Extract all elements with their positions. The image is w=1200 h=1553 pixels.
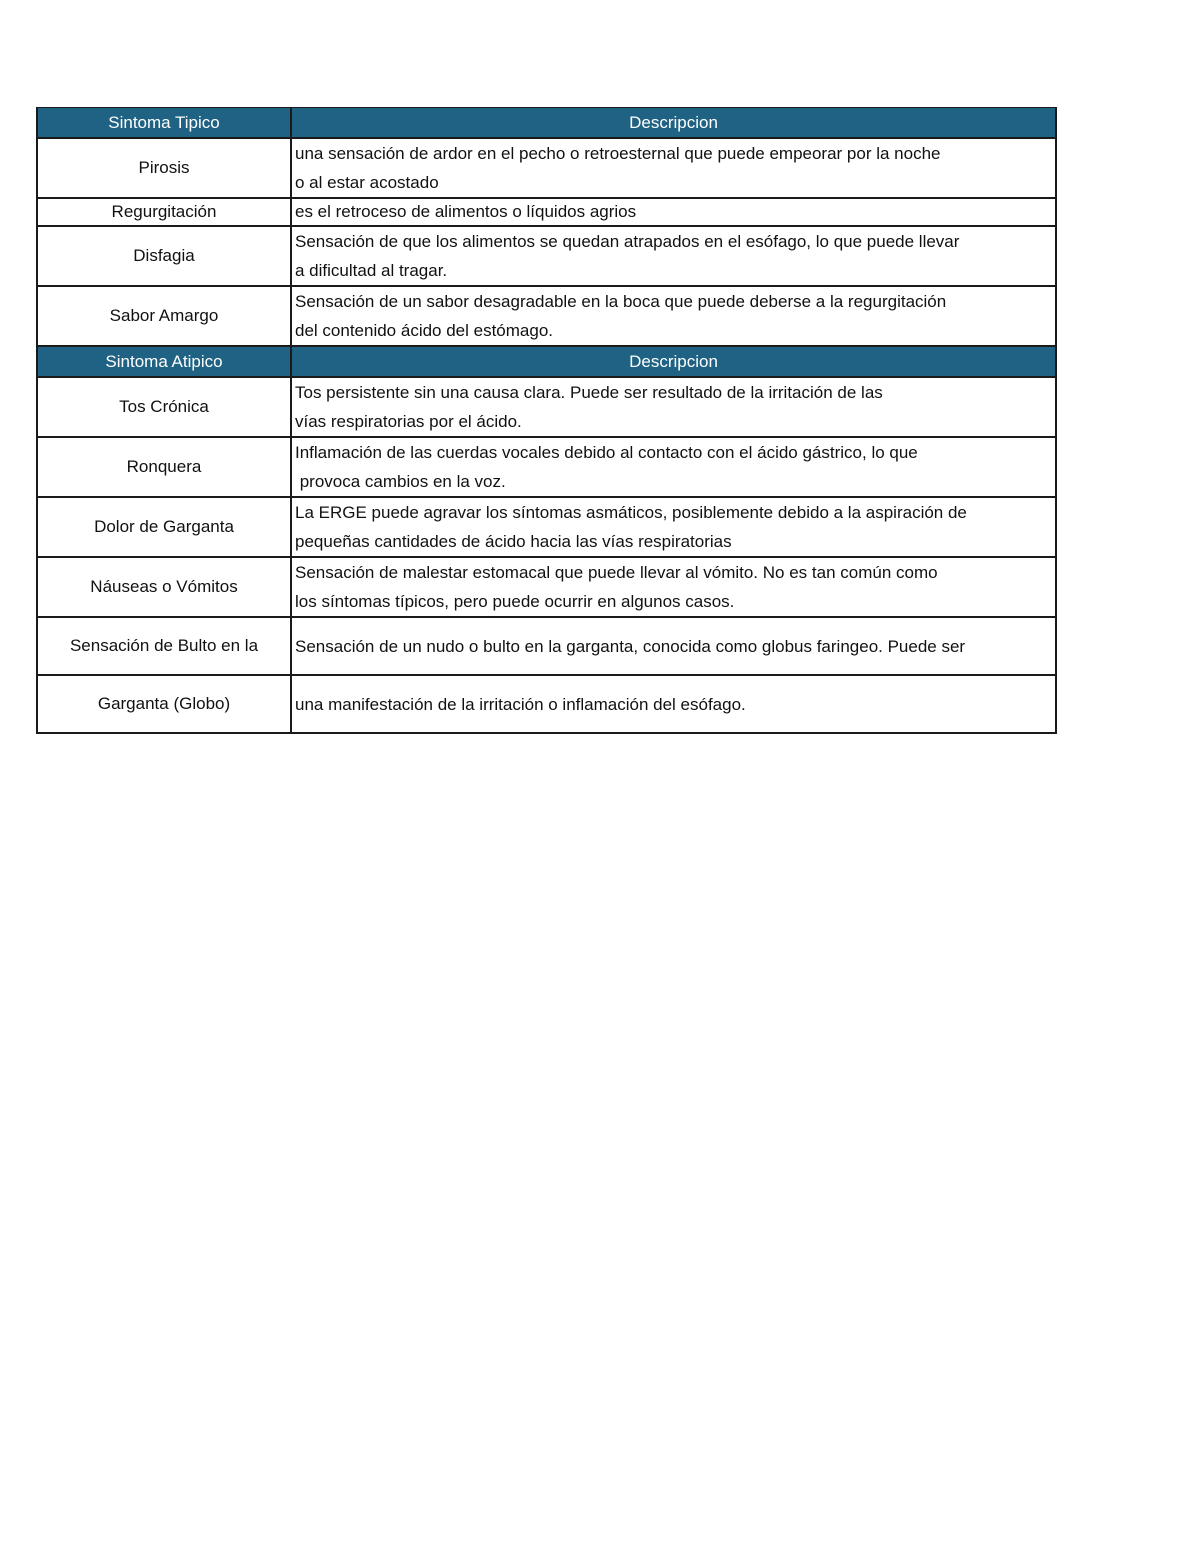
description-line: es el retroceso de alimentos o líquidos agrios (295, 202, 637, 221)
table-row (37, 497, 1056, 557)
description-line: La ERGE puede agravar los síntomas asmáticos, posiblemente debido a la aspiración de (295, 503, 967, 522)
description-cell: Sensación de un nudo o bulto en la garganta, conocida como globus faringeo. Puede ser (291, 617, 1056, 675)
symptom-cell: Tos Crónica (37, 377, 291, 437)
symptom-cell: Regurgitación (37, 198, 291, 226)
description-line: del contenido ácido del estómago. (295, 321, 554, 340)
typical-description-header: Descripcion (291, 108, 1056, 139)
description-cell (291, 138, 1056, 198)
description-cell (291, 437, 1056, 497)
typical-symptom-header: Sintoma Tipico (37, 108, 291, 139)
table-row (37, 226, 1056, 286)
description-line: Sensación de que los alimentos se quedan atrapados en el esófago, lo que puede llevar (295, 232, 960, 251)
table-row (37, 286, 1056, 346)
description-line: una sensación de ardor en el pecho o retroesternal que puede empeorar por la noche (295, 144, 941, 163)
description-line: los síntomas típicos, pero puede ocurrir en algunos casos. (295, 592, 735, 611)
symptom-cell: Garganta (Globo) (37, 675, 291, 733)
symptom-cell: Disfagia (37, 226, 291, 286)
atypical-symptom-header: Sintoma Atipico (37, 346, 291, 377)
symptom-cell: Náuseas o Vómitos (37, 557, 291, 617)
description-line: Inflamación de las cuerdas vocales debido al contacto con el ácido gástrico, lo que (295, 443, 918, 462)
description-line: a dificultad al tragar. (295, 261, 448, 280)
symptom-cell: Pirosis (37, 138, 291, 198)
description-line: pequeñas cantidades de ácido hacia las vías respiratorias (295, 532, 732, 551)
description-cell (291, 377, 1056, 437)
description-line: vías respiratorias por el ácido. (295, 412, 522, 431)
symptom-cell: Sabor Amargo (37, 286, 291, 346)
table-row (37, 437, 1056, 497)
table-row (37, 138, 1056, 198)
typical-header-row (37, 108, 1056, 139)
description-line: provoca cambios en la voz. (295, 472, 506, 491)
table-row (37, 675, 1056, 733)
symptoms-table (36, 107, 1057, 734)
description-line: Sensación de un sabor desagradable en la boca que puede deberse a la regurgitación (295, 292, 947, 311)
description-cell (291, 557, 1056, 617)
description-cell (291, 286, 1056, 346)
atypical-description-header: Descripcion (291, 346, 1056, 377)
table-row (37, 557, 1056, 617)
description-line: Sensación de malestar estomacal que puede llevar al vómito. No es tan común como (295, 563, 938, 582)
description-cell (291, 497, 1056, 557)
symptom-cell: Ronquera (37, 437, 291, 497)
symptom-cell: Sensación de Bulto en la (37, 617, 291, 675)
table-row (37, 198, 1056, 226)
description-line: Tos persistente sin una causa clara. Puede ser resultado de la irritación de las (295, 383, 883, 402)
description-line: o al estar acostado (295, 173, 439, 192)
description-cell (291, 226, 1056, 286)
table-row (37, 617, 1056, 675)
symptom-cell: Dolor de Garganta (37, 497, 291, 557)
description-cell (291, 198, 1056, 226)
description-cell: una manifestación de la irritación o inflamación del esófago. (291, 675, 1056, 733)
atypical-header-row (37, 346, 1056, 377)
table-row (37, 377, 1056, 437)
